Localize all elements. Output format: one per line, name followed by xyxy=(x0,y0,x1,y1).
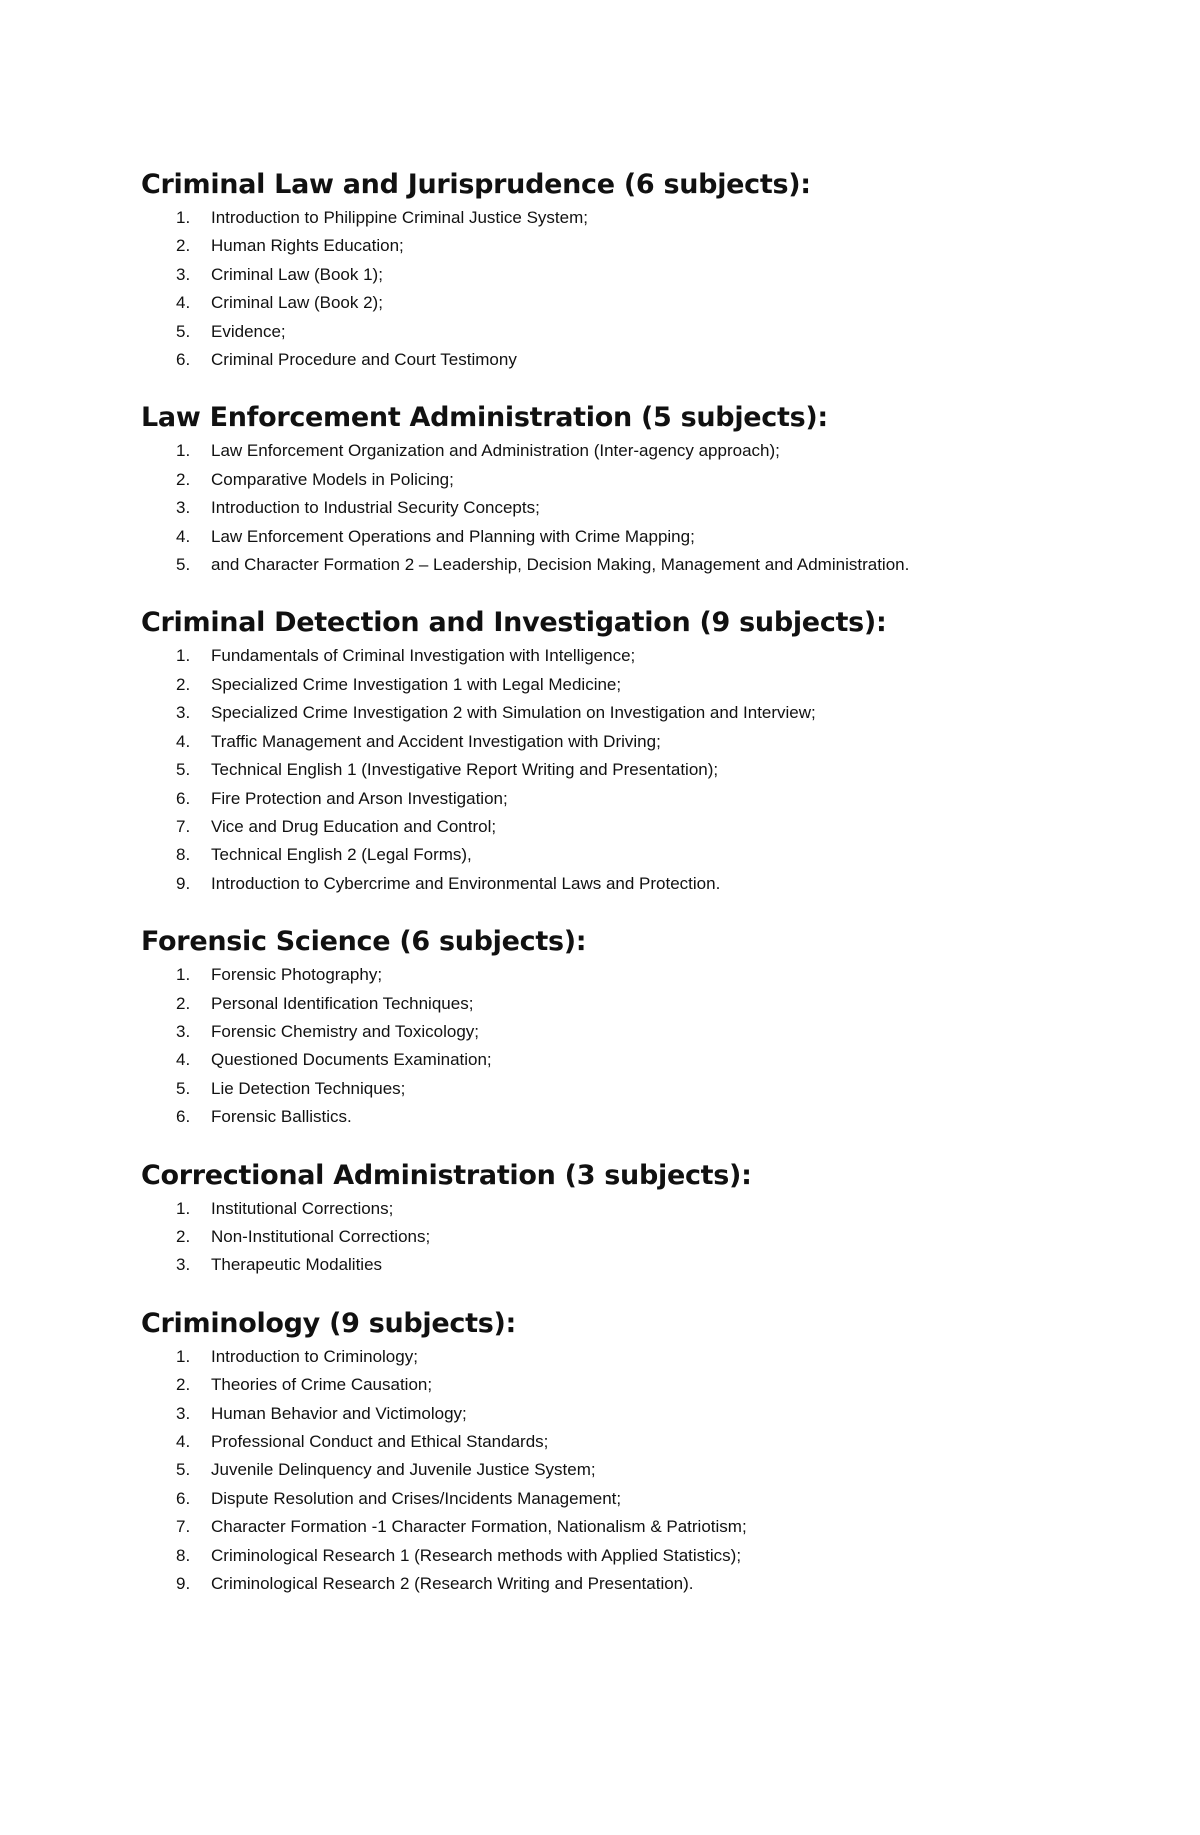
list-item xyxy=(141,204,1140,232)
list-item-text: Forensic Chemistry and Toxicology; xyxy=(211,1021,480,1041)
list-item xyxy=(141,1223,1140,1251)
list-item xyxy=(141,1542,1140,1570)
list-item-number: 3. xyxy=(176,498,191,518)
list-item-number: 4. xyxy=(176,1050,191,1070)
list-item-number: 3. xyxy=(176,1021,191,1041)
list-item-number: 6. xyxy=(176,788,191,808)
list-item-number: 2. xyxy=(176,674,191,694)
list-item xyxy=(141,870,1140,898)
list-item-text: Criminal Law (Book 2); xyxy=(211,293,383,313)
section-heading: Criminology (9 subjects): xyxy=(141,1307,517,1339)
list-item xyxy=(141,318,1140,346)
list-item-text: Criminological Research 2 (Research Writing and Presentation). xyxy=(211,1574,694,1594)
list-item-number: 9. xyxy=(176,1574,191,1594)
section-heading: Correctional Administration (3 subjects): xyxy=(141,1159,752,1191)
list-item-text: Evidence; xyxy=(211,321,286,341)
list-item-number: 5. xyxy=(176,1078,191,1098)
list-item xyxy=(141,1456,1140,1484)
list-item xyxy=(141,551,1140,579)
list-item-text: Criminal Procedure and Court Testimony xyxy=(211,350,517,370)
list-item-number: 3. xyxy=(176,1255,191,1275)
subject-section xyxy=(141,924,1140,1131)
list-item-number: 8. xyxy=(176,845,191,865)
subject-list xyxy=(141,642,1140,898)
list-item-text: Specialized Crime Investigation 2 with Simulation on Investigation and Interview; xyxy=(211,703,816,723)
list-item-text: Professional Conduct and Ethical Standards; xyxy=(211,1432,549,1451)
list-item xyxy=(141,232,1140,260)
list-item-text: Comparative Models in Policing; xyxy=(211,469,454,489)
list-item-text: Vice and Drug Education and Control; xyxy=(211,816,497,836)
list-item xyxy=(141,437,1140,465)
list-item-text: Human Rights Education; xyxy=(211,236,404,256)
list-item xyxy=(141,813,1140,841)
list-item xyxy=(141,1251,1140,1279)
list-item-text: Criminal Law (Book 1); xyxy=(211,264,383,284)
list-item-number: 4. xyxy=(176,526,191,546)
list-item-text: Introduction to Industrial Security Concepts; xyxy=(211,498,540,518)
list-item-text: Technical English 2 (Legal Forms), xyxy=(211,845,472,865)
list-item-number: 1. xyxy=(176,646,191,666)
list-item-number: 1. xyxy=(176,965,191,985)
list-item xyxy=(141,961,1140,989)
subject-section xyxy=(141,1158,1140,1280)
list-item xyxy=(141,841,1140,869)
list-item xyxy=(141,990,1140,1018)
list-item-text: Dispute Resolution and Crises/Incidents Management; xyxy=(211,1488,622,1508)
list-item-text: Institutional Corrections; xyxy=(211,1198,394,1218)
list-item-text: Law Enforcement Operations and Planning with Crime Mapping; xyxy=(211,526,695,546)
section-heading: Forensic Science (6 subjects): xyxy=(141,926,587,958)
list-item xyxy=(141,785,1140,813)
subject-list xyxy=(141,204,1140,374)
list-item-text: Traffic Management and Accident Investigation with Driving; xyxy=(211,731,661,751)
list-item-number: 4. xyxy=(176,731,191,751)
section-heading: Criminal Detection and Investigation (9 subjects): xyxy=(141,607,887,639)
subject-section xyxy=(141,605,1140,898)
list-item-text: Introduction to Philippine Criminal Justice System; xyxy=(211,208,588,227)
list-item-number: 4. xyxy=(176,293,191,313)
list-item xyxy=(141,1195,1140,1223)
list-item-text: Criminological Research 1 (Research methods with Applied Statistics); xyxy=(211,1545,742,1565)
section-heading: Law Enforcement Administration (5 subjects): xyxy=(141,402,828,434)
list-item-text: Fire Protection and Arson Investigation; xyxy=(211,788,508,808)
subject-list xyxy=(141,437,1140,579)
list-item xyxy=(141,523,1140,551)
list-item xyxy=(141,756,1140,784)
list-item-number: 6. xyxy=(176,350,191,370)
list-item-text: Introduction to Cybercrime and Environmental Laws and Protection. xyxy=(211,873,721,893)
list-item-number: 3. xyxy=(176,1403,191,1423)
list-item xyxy=(141,1371,1140,1399)
list-item xyxy=(141,1343,1140,1371)
subject-section xyxy=(141,167,1140,374)
list-item xyxy=(141,1513,1140,1541)
list-item-text: and Character Formation 2 – Leadership, Decision Making, Management and Administration. xyxy=(211,555,910,575)
list-item-number: 1. xyxy=(176,1198,191,1218)
list-item-text: Juvenile Delinquency and Juvenile Justice System; xyxy=(211,1460,596,1480)
list-item-number: 2. xyxy=(176,236,191,256)
list-item-text: Law Enforcement Organization and Administration (Inter-agency approach); xyxy=(211,441,780,461)
list-item xyxy=(141,289,1140,317)
list-item-number: 4. xyxy=(176,1432,191,1451)
list-item-text: Introduction to Criminology; xyxy=(211,1346,418,1366)
list-item-text: Theories of Crime Causation; xyxy=(211,1375,433,1395)
list-item xyxy=(141,1485,1140,1513)
list-item-number: 3. xyxy=(176,264,191,284)
list-item xyxy=(141,261,1140,289)
list-item-number: 2. xyxy=(176,1226,191,1246)
list-item-text: Technical English 1 (Investigative Report Writing and Presentation); xyxy=(211,760,719,780)
list-item xyxy=(141,1400,1140,1428)
list-item-number: 9. xyxy=(176,873,191,893)
list-item-text: Fundamentals of Criminal Investigation with Intelligence; xyxy=(211,646,636,666)
list-item-number: 1. xyxy=(176,441,191,461)
list-item xyxy=(141,1103,1140,1131)
list-item xyxy=(141,728,1140,756)
list-item-number: 1. xyxy=(176,208,191,227)
list-item xyxy=(141,1075,1140,1103)
list-item-text: Specialized Crime Investigation 1 with Legal Medicine; xyxy=(211,674,622,694)
subject-section xyxy=(141,1306,1140,1599)
list-item-text: Questioned Documents Examination; xyxy=(211,1050,492,1070)
subject-list xyxy=(141,1195,1140,1280)
list-item-number: 2. xyxy=(176,993,191,1013)
list-item-number: 2. xyxy=(176,469,191,489)
list-item xyxy=(141,671,1140,699)
list-item xyxy=(141,494,1140,522)
list-item xyxy=(141,699,1140,727)
list-item-text: Therapeutic Modalities xyxy=(211,1255,383,1275)
list-item-text: Personal Identification Techniques; xyxy=(211,993,474,1013)
list-item-number: 5. xyxy=(176,760,191,780)
list-item xyxy=(141,466,1140,494)
list-item-text: Lie Detection Techniques; xyxy=(211,1078,406,1098)
list-item-number: 7. xyxy=(176,816,191,836)
list-item-number: 1. xyxy=(176,1346,191,1366)
list-item-number: 7. xyxy=(176,1517,191,1537)
list-item xyxy=(141,642,1140,670)
subject-list xyxy=(141,961,1140,1131)
list-item-number: 2. xyxy=(176,1375,191,1395)
list-item-text: Forensic Ballistics. xyxy=(211,1107,352,1127)
list-item xyxy=(141,1570,1140,1598)
list-item xyxy=(141,346,1140,374)
list-item-text: Non-Institutional Corrections; xyxy=(211,1226,431,1246)
list-item-text: Forensic Photography; xyxy=(211,965,383,985)
list-item-text: Character Formation -1 Character Formation, Nationalism & Patriotism; xyxy=(211,1517,747,1537)
list-item-number: 5. xyxy=(176,1460,191,1480)
section-heading: Criminal Law and Jurisprudence (6 subjects): xyxy=(141,169,811,200)
list-item-number: 5. xyxy=(176,321,191,341)
list-item xyxy=(141,1046,1140,1074)
list-item xyxy=(141,1428,1140,1456)
subject-list xyxy=(141,1343,1140,1599)
list-item xyxy=(141,1018,1140,1046)
list-item-text: Human Behavior and Victimology; xyxy=(211,1403,467,1423)
list-item-number: 3. xyxy=(176,703,191,723)
subject-section xyxy=(141,400,1140,579)
list-item-number: 5. xyxy=(176,555,191,575)
list-item-number: 6. xyxy=(176,1107,191,1127)
list-item-number: 8. xyxy=(176,1545,191,1565)
list-item-number: 6. xyxy=(176,1488,191,1508)
